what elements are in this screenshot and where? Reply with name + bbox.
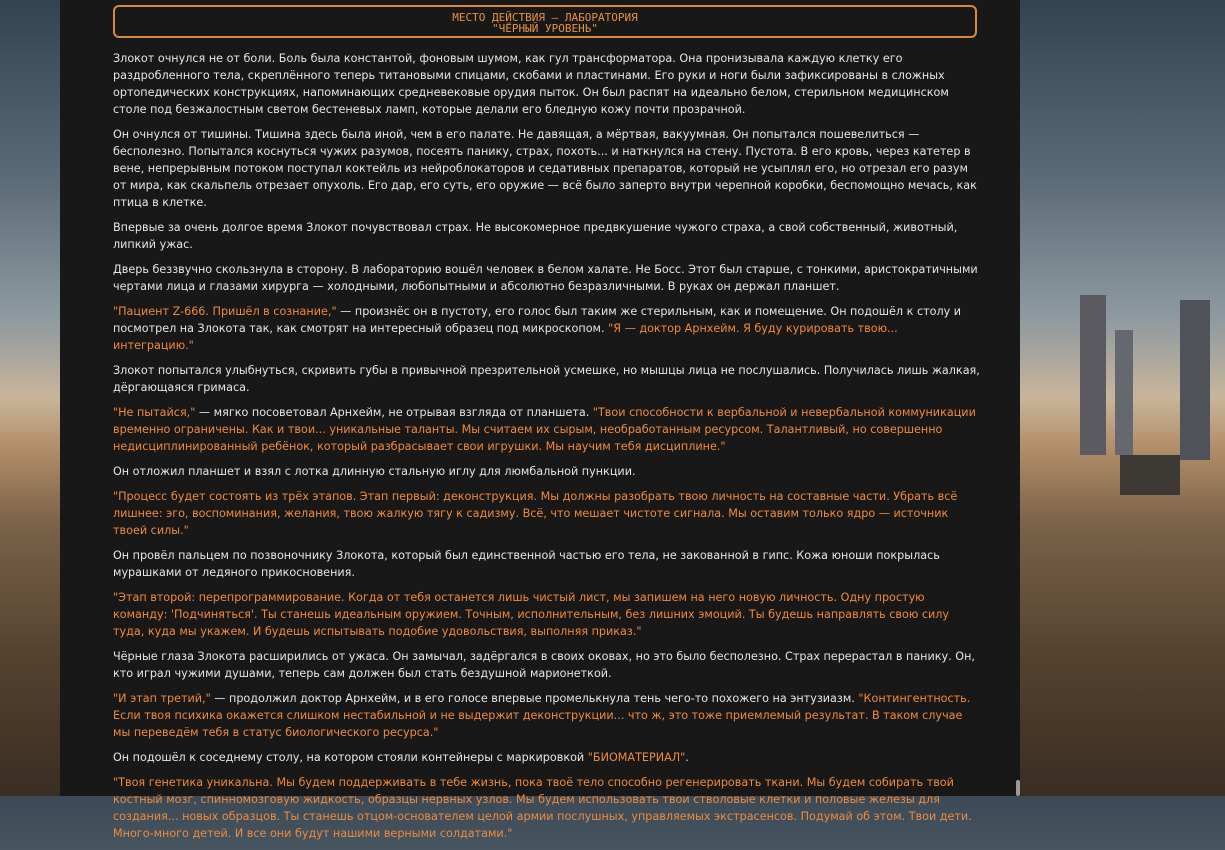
story-panel bbox=[60, 0, 1020, 840]
scrollbar-thumb[interactable] bbox=[1016, 780, 1020, 796]
dialogue-quote: "Твои способности к вербальной и невербальной коммуникации временно ограничены. Как и твои... уникальные таланты. Мы считаем их сырым, необработанным ресурсом. Талантливый, но совершенно недисциплинированный ребёнок, который разбрасывает свои игрушки. Мы научим тебя дисциплине." bbox=[113, 406, 976, 453]
story-paragraph: Он очнулся от тишины. Тишина здесь была иной, чем в его палате. Не давящая, а мёртвая, вакуумная. Он попытался пошевелиться — бесполезно. Попытался коснуться чужих разумов, посеять панику, страх, похоть... и наткнулся на стену. Пустота. В его кровь, через катетер в вене, непрерывным потоком поступал коктейль из нейроблокаторов и седативных препаратов, который не усыплял его, но отрезал его разум от мира, как скальпель отрезает опухоль. Его дар, его суть, его оружие — всё было заперто внутри черепной коробки, беспомощно мечась, как птица в клетке. bbox=[113, 128, 977, 209]
story-paragraph: Он провёл пальцем по позвоночнику Злокота, который был единственной частью его тела, не закованной в гипс. Кожа юноши покрылась мурашками от ледяного прикосновения. bbox=[113, 549, 940, 579]
background-ruin-tower bbox=[1115, 330, 1133, 455]
story-paragraph: Чёрные глаза Злокота расширились от ужаса. Он замычал, задёргался в своих оковах, но это было бесполезно. Страх перерастал в панику. Он, кто играл чужими душами, теперь сам должен был стать бездушной марионеткой. bbox=[113, 650, 975, 680]
dialogue-quote: "И этап третий," bbox=[113, 692, 211, 705]
narration-text: — мягко посоветовал Арнхейм, не отрывая взгляда от планшета. bbox=[195, 406, 593, 419]
narration-text: . bbox=[685, 751, 689, 764]
dialogue-quote: "Пациент Z-666. Пришёл в сознание," bbox=[113, 305, 337, 318]
scrollbar[interactable] bbox=[1014, 0, 1020, 796]
scene-header bbox=[113, 5, 977, 38]
scene-header-line1: МЕСТО ДЕЙСТВИЯ – ЛАБОРАТОРИЯ bbox=[452, 11, 638, 24]
story-text bbox=[113, 50, 981, 850]
dialogue-quote: "БИОМАТЕРИАЛ" bbox=[587, 751, 686, 764]
story-paragraph: Впервые за очень долгое время Злокот почувствовал страх. Не высокомерное предвкушение чужого страха, а свой собственный, животный, липкий ужас. bbox=[113, 221, 958, 251]
background-sky bbox=[0, 0, 60, 796]
story-paragraph: Злокот очнулся не от боли. Боль была константой, фоновым шумом, как гул трансформатора. Она пронизывала каждую клетку его раздробленного тела, скреплённого теперь титановыми спицами, скобами и пластинами. Его руки и ноги были зафиксированы в сложных ортопедических конструкциях, напоминающих средневековые орудия пыток. Он был распят на идеально белом, стерильном медицинском столе под безжалостным светом бестеневых ламп, которые делали его бледную кожу почти прозрачной. bbox=[113, 52, 949, 116]
dialogue-quote: "Не пытайся," bbox=[113, 406, 196, 419]
dialogue-quote: "Я — доктор Арнхейм. Я буду курировать твою... интеграцию." bbox=[113, 322, 898, 352]
background-ruin-block bbox=[1120, 455, 1180, 495]
dialogue-paragraph: "Процесс будет состоять из трёх этапов. Этап первый: деконструкция. Мы должны разобрать твою личность на составные части. Убрать всё лишнее: эго, воспоминания, желания, твою жалкую тягу к садизму. Всё, что мешает чистоте сигнала. Мы оставим только ядро — источник твоей силы." bbox=[113, 490, 958, 537]
background-ruin-tower bbox=[1180, 300, 1210, 460]
story-paragraph: Дверь беззвучно скользнула в сторону. В лабораторию вошёл человек в белом халате. Не Босс. Этот был старше, с тонкими, аристократичными чертами лица и глазами хирурга — холодными, любопытными и абсолютно безразличными. В руках он держал планшет. bbox=[113, 263, 978, 293]
dialogue-paragraph: "Твоя генетика уникальна. Мы будем поддерживать в тебе жизнь, пока твоё тело способно регенерировать ткани. Мы будем собирать твой костный мозг, спинномозговую жидкость, образцы нервных узлов. Мы будем использовать твои стволовые клетки и половые железы для создания... новых образцов. Ты станешь отцом-основателем целой армии послушных, управляемых экстрасенсов. Подумай об этом. Твои дети. Много-много детей. И все они будут нашими верными солдатами." bbox=[113, 776, 972, 840]
narration-text: — произнёс он в пустоту, его голос был таким же стерильным, как и помещение. Он подошёл к столу и посмотрел на Злокота так, как смотрят на интересный образец под микроскопом. bbox=[113, 305, 962, 335]
background-ruin-tower bbox=[1080, 295, 1106, 455]
story-paragraph: Он отложил планшет и взял с лотка длинную стальную иглу для люмбальной пункции. bbox=[113, 465, 636, 478]
story-paragraph bbox=[113, 749, 981, 766]
narration-text: Он подошёл к соседнему столу, на котором стояли контейнеры с маркировкой bbox=[113, 751, 588, 764]
scene-header-line2: "ЧЁРНЫЙ УРОВЕНЬ" bbox=[492, 22, 598, 35]
narration-text: — продолжил доктор Арнхейм, и в его голосе впервые промелькнула тень чего-то похожего на энтузиазм. bbox=[210, 692, 859, 705]
story-paragraph: Злокот попытался улыбнуться, скривить губы в привычной презрительной усмешке, но мышцы лица не послушались. Получилась лишь жалкая, дёргающаяся гримаса. bbox=[113, 364, 980, 394]
story-paragraph bbox=[113, 690, 981, 741]
story-paragraph bbox=[113, 303, 981, 354]
background-wasteland-right bbox=[1020, 0, 1225, 796]
background-wasteland-left bbox=[0, 0, 60, 796]
story-paragraph bbox=[113, 404, 981, 455]
dialogue-paragraph: "Этап второй: перепрограммирование. Когда от тебя останется лишь чистый лист, мы запишем на него новую личность. Одну простую команду: 'Подчиняться'. Ты станешь идеальным оружием. Точным, исполнительным, без лишних эмоций. Ты будешь направлять свою силу туда, куда мы укажем. И будешь испытывать подобие удовольствия, выполняя приказ." bbox=[113, 591, 950, 638]
dialogue-quote: "Контингентность. Если твоя психика окажется слишком нестабильной и не выдержит деконструкции... что ж, это тоже приемлемый результат. В таком случае мы переведём тебя в статус биологического ресурса." bbox=[113, 692, 971, 739]
